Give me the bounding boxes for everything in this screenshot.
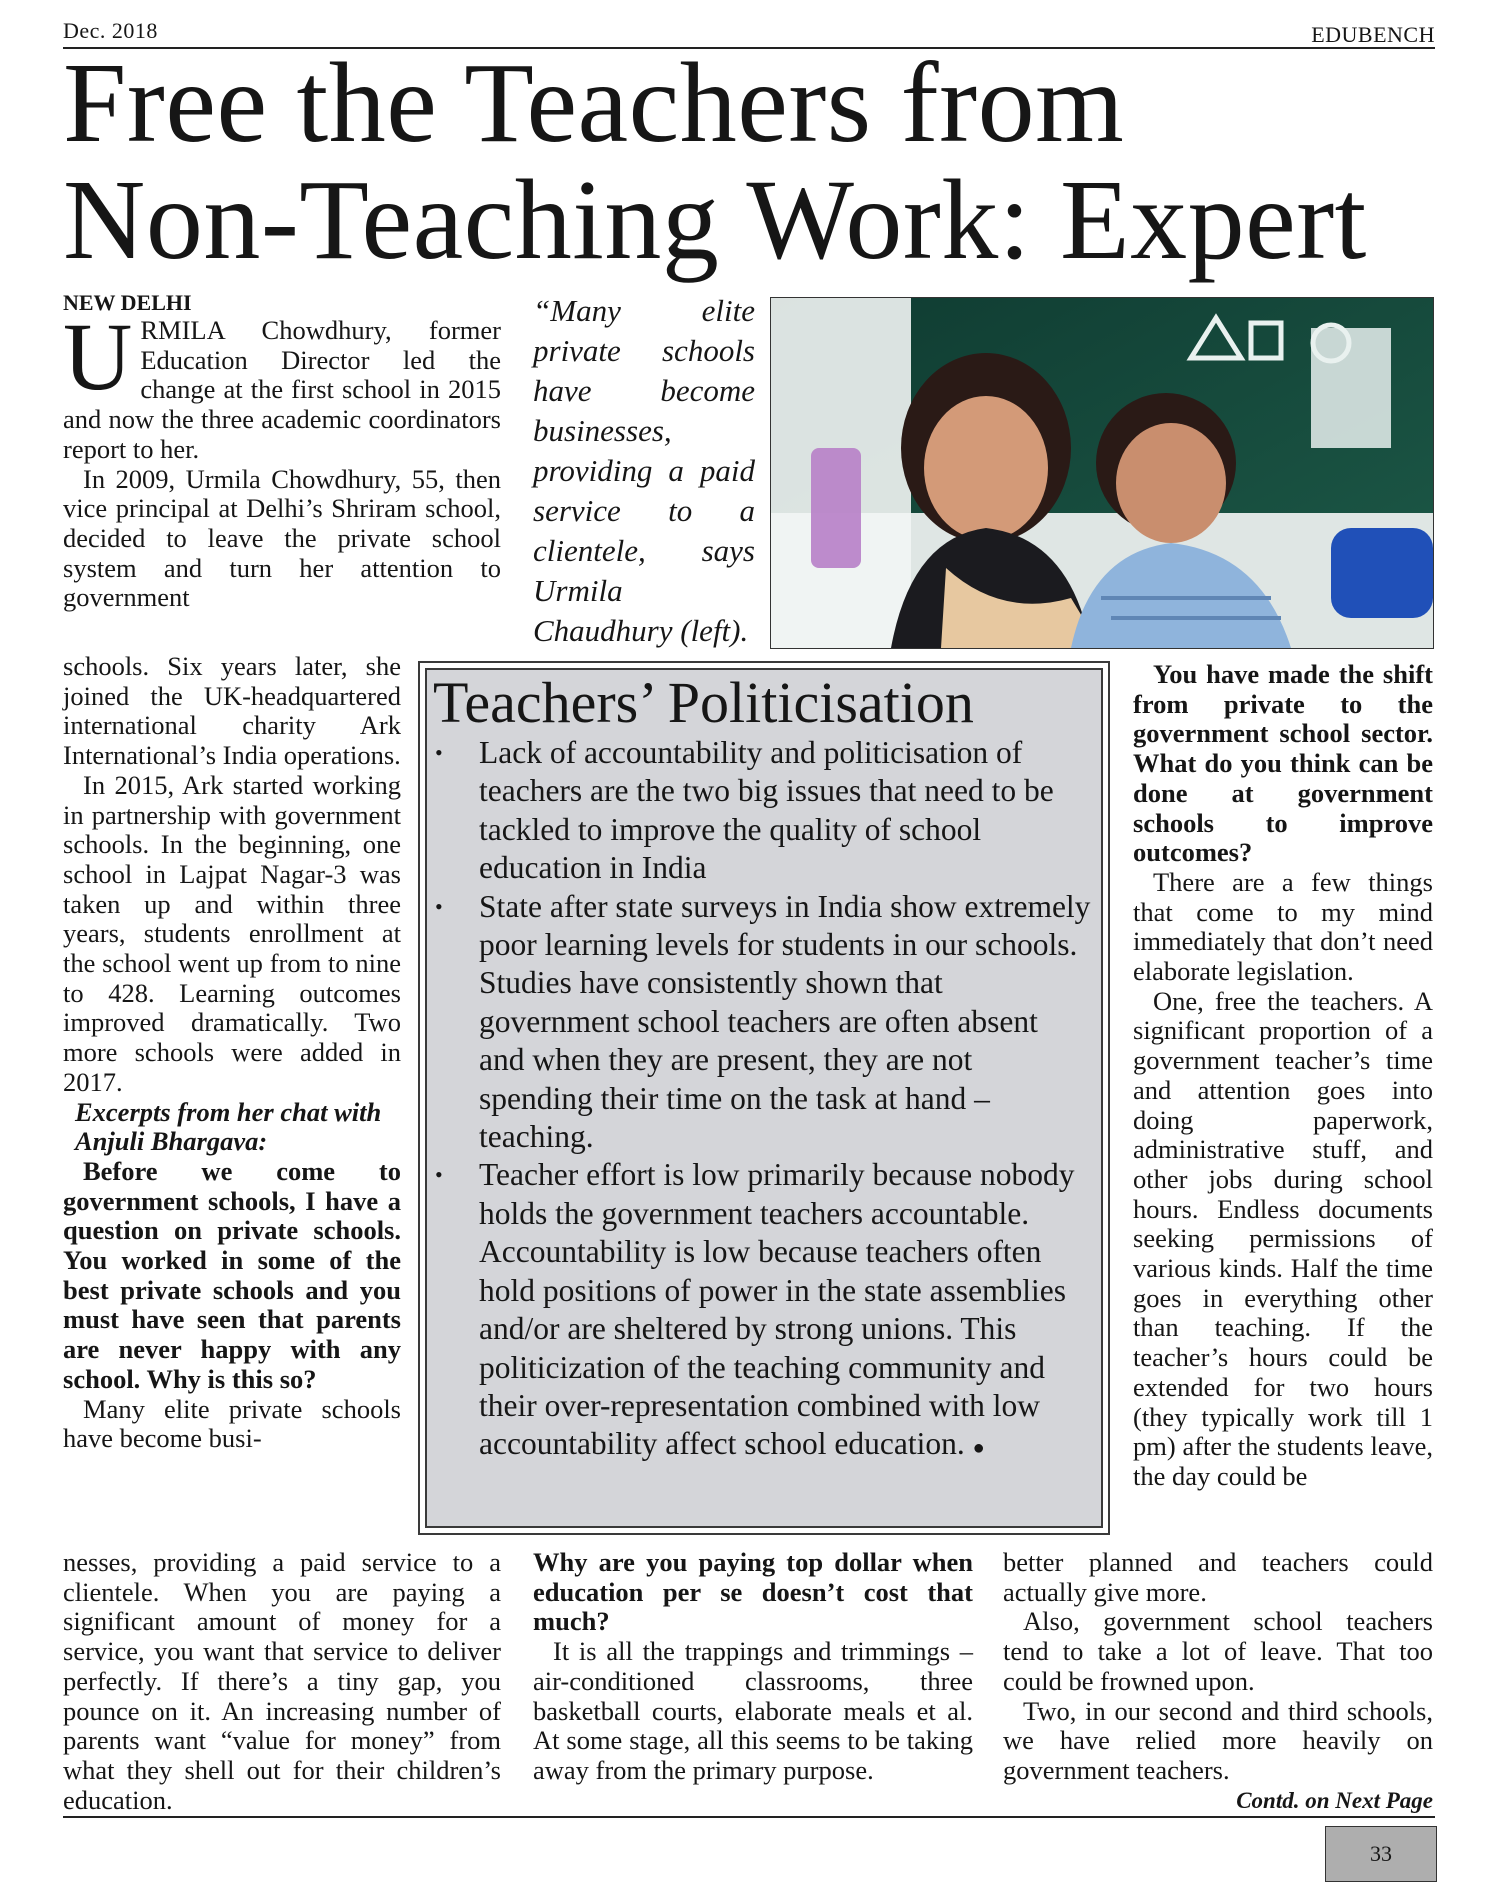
answer-3-paragraph-2-continued: better planned and teachers could actually give more.: [1003, 1547, 1433, 1607]
headline-line-1: Free the Teachers from: [63, 39, 1125, 166]
col1-paragraph-3: In 2015, Ark started working in partnership with government schools. In the beginning, one school in Lajpat Nagar-3 was taken up and within three years, students enrollment at the school went up from to nine to 428. Learning outcomes improved dramatically. Two more schools were added in 2017.: [63, 769, 401, 1097]
article-column-3-upper: [1133, 660, 1433, 1492]
bullet-icon: •: [435, 1162, 443, 1188]
bullet-icon: •: [435, 740, 443, 765]
answer-3-paragraph-4: Two, in our second and third schools, we have relied more heavily on government teachers.: [1003, 1695, 1433, 1785]
question-3: You have made the shift from private to the government school sector. What do you think can be done at government schools to improve outcomes?: [1133, 659, 1433, 868]
sidebar-title: Teachers’ Politicisation: [433, 670, 974, 735]
answer-3-paragraph-3: Also, government school teachers tend to take a lot of leave. That too could be frowned upon.: [1003, 1606, 1433, 1696]
publication-name: EDUBENCH: [1311, 22, 1435, 47]
answer-3-paragraph-1: There are a few things that come to my mind immediately that don’t need elaborate legislation.: [1133, 866, 1433, 987]
sidebar-box: [425, 668, 1103, 1528]
answer-1-continued: nesses, providing a paid service to a clientele. When you are paying a significant amount of money for a service, you want that service to deliver perfectly. If there’s a tiny gap, you pounce on it. An increasing number of parents want “value for money” from what they shell out for their children’s education.: [63, 1547, 501, 1815]
page-number: 33: [1325, 1826, 1437, 1882]
answer-1-start: Many elite private schools have become busi-: [63, 1393, 401, 1454]
teacher-and-student-photo: [770, 297, 1434, 649]
headline-line-2: Non-Teaching Work: Expert: [63, 156, 1367, 283]
sidebar-bullet-list: [433, 734, 1091, 1468]
footer-rule: [63, 1816, 1435, 1818]
sidebar-bullet-2: • State after state surveys in India show extremely poor learning levels for students in our schools. Studies have consistently shown that government school teachers are often absent and when they are present, they are not spending their time on the task at hand – teaching.: [435, 888, 1091, 1155]
answer-2: It is all the trappings and trimmings – air-conditioned classrooms, three basketball courts, elaborate meals et al. At some stage, all this seems to be taking away from the primary purpose.: [533, 1636, 973, 1785]
question-2: Why are you paying top dollar when education per se doesn’t cost that much?: [533, 1547, 973, 1637]
article-column-1-lower: [63, 652, 401, 1454]
lede-paragraph: RMILA Chowdhury, former Education Director led the change at the first school in 2015 and now the three academic coordinators report to her.: [63, 315, 501, 464]
article-column-3-bottom: [1003, 1548, 1433, 1786]
issue-date: Dec. 2018: [63, 18, 158, 43]
end-mark-icon: ●: [972, 1437, 985, 1460]
sidebar-bullet-1: • Lack of accountability and politicisation of teachers are the two big issues that need to be tackled to improve the quality of school education in India: [435, 735, 1054, 886]
col1-paragraph-2-continued: schools. Six years later, she joined the UK-headquartered international charity Ark International’s India operations.: [63, 651, 401, 771]
bullet-icon: •: [435, 893, 443, 919]
answer-3-paragraph-2: One, free the teachers. A significant proportion of a government teacher’s time and attention goes into doing paperwork, administrative stuff, and other jobs during school hours. Endless documents seeking permissions of various kinds. Half the time goes in everything other than teaching. If the teacher’s hours could be extended for two hours (they typically work till 1 pm) after the students leave, the day could be: [1133, 985, 1433, 1491]
excerpts-intro: Excerpts from her chat with Anjuli Bhargava:: [75, 1096, 382, 1157]
article-column-1-bottom: [63, 1548, 501, 1815]
drop-cap: U: [63, 303, 133, 410]
pull-quote: “Many elite private schools have become businesses, providing a paid service to a clientele, says Urmila Chaudhury (left).: [533, 293, 755, 648]
dateline: NEW DELHI: [63, 290, 192, 315]
sidebar-bullet-3: • Teacher effort is low primarily because nobody holds the government teachers accountable. Accountability is low because teachers often hold positions of power in the state assemblies and/or are sheltered by strong unions. This politicization of the teaching community and their over-representation combined with low accountability affect school education. ●: [435, 1157, 1075, 1462]
article-column-1-upper: [63, 290, 501, 613]
continued-note: Contd. on Next Page: [1236, 1788, 1433, 1813]
question-1: Before we come to government schools, I have a question on private schools. You worked in some of the best private schools and you must have seen that parents are never happy with any school. Why is this so?: [63, 1155, 401, 1394]
photo-illustration: [771, 298, 1433, 648]
article-column-2-bottom: [533, 1548, 973, 1786]
col1-paragraph-2: In 2009, Urmila Chowdhury, 55, then vice principal at Delhi’s Shriram school, decided to leave the private school system and turn her attention to government: [63, 463, 501, 613]
